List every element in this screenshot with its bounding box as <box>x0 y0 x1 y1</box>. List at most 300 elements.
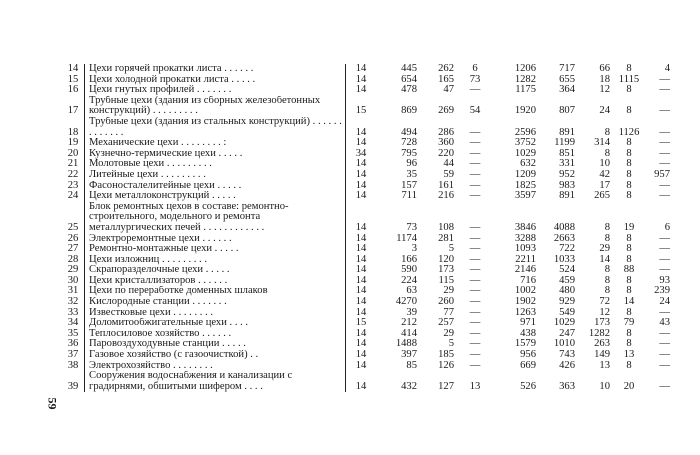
cell-col-5: 1002 <box>514 285 536 297</box>
cell-col-5: 956 <box>520 349 536 361</box>
cell-col-5: 1902 <box>514 296 536 308</box>
cell-col-5: 971 <box>520 317 536 329</box>
cell-col-4: — <box>469 190 481 202</box>
cell-col-4: — <box>469 285 481 297</box>
cell-col-7: 10 <box>599 380 610 392</box>
cell-col-7: 1282 <box>588 327 610 339</box>
row-name: Трубные цехи (здания из сборных железобетонных конструкций) . . . . . . . . . <box>85 96 346 117</box>
table-row <box>62 159 673 170</box>
cell-col-6: 2663 <box>553 232 575 244</box>
table-row <box>62 244 673 255</box>
cell-col-4: 73 <box>469 73 481 85</box>
cell-col-8: 8 <box>626 158 632 170</box>
cell-col-8: 88 <box>623 264 635 276</box>
cell-col-7: 173 <box>594 317 610 329</box>
cell-col-8: 8 <box>626 137 632 149</box>
cell-col-9: — <box>659 338 670 350</box>
cell-col-9: 24 <box>659 296 670 308</box>
cell-col-2: 445 <box>401 63 417 74</box>
cell-col-8: 8 <box>626 190 632 202</box>
cell-col-4: — <box>469 274 481 286</box>
cell-col-2: 35 <box>406 168 417 180</box>
cell-col-2: 397 <box>401 349 417 361</box>
row-number: 28 <box>67 253 79 265</box>
cell-col-4: — <box>469 158 481 170</box>
cell-col-2: 166 <box>401 253 417 265</box>
row-name: Кислородные станции . . . . . . . <box>85 297 346 308</box>
cell-col-2: 590 <box>401 264 417 276</box>
cell-col-3: 5 <box>448 338 454 350</box>
cell-col-5: 3597 <box>514 190 536 202</box>
cell-col-8: 8 <box>626 179 632 191</box>
data-table <box>62 64 674 392</box>
cell-col-3: 260 <box>438 296 454 308</box>
row-name: Цехи кристаллизаторов . . . . . . <box>85 276 346 287</box>
cell-col-8: 8 <box>626 232 632 244</box>
table-row <box>62 170 673 181</box>
cell-col-7: 149 <box>594 349 610 361</box>
cell-col-1: 14 <box>355 338 367 350</box>
cell-col-1: 14 <box>355 359 367 371</box>
row-name: Известковые цехи . . . . . . . . <box>85 308 346 319</box>
cell-col-4: — <box>469 179 481 191</box>
cell-col-4: — <box>469 296 481 308</box>
cell-col-1: 14 <box>355 221 367 233</box>
cell-col-8: 8 <box>626 243 632 255</box>
cell-col-1: 14 <box>355 327 367 339</box>
table-row <box>62 308 673 319</box>
row-name: Ремонтно-монтажные цехи . . . . . <box>85 244 346 255</box>
cell-col-6: 480 <box>559 285 575 297</box>
cell-col-6: 364 <box>559 84 575 96</box>
cell-col-6: 952 <box>559 168 575 180</box>
table-row <box>62 339 673 350</box>
cell-col-6: 1029 <box>553 317 575 329</box>
cell-col-4: — <box>469 126 481 138</box>
cell-col-9: — <box>659 190 670 202</box>
table-row <box>62 361 673 372</box>
cell-col-1: 14 <box>355 190 367 202</box>
row-number: 17 <box>67 105 79 117</box>
cell-col-2: 212 <box>401 317 417 329</box>
cell-col-9: 43 <box>659 317 670 329</box>
cell-col-2: 869 <box>401 105 417 117</box>
row-number: 19 <box>67 137 79 149</box>
cell-col-7: 8 <box>604 264 610 276</box>
cell-col-9: — <box>659 137 670 149</box>
cell-col-3: 220 <box>438 147 454 159</box>
cell-col-4: — <box>469 327 481 339</box>
cell-col-5: 1175 <box>515 84 536 96</box>
table-row <box>62 85 673 96</box>
row-name: Электрохозяйство . . . . . . . . <box>85 361 346 372</box>
row-number: 21 <box>67 158 79 170</box>
row-name: Теплосиловое хозяйство . . . . . . <box>85 329 346 340</box>
cell-col-5: 1093 <box>514 243 536 255</box>
cell-col-7: 8 <box>604 285 610 297</box>
row-number: 38 <box>67 359 79 371</box>
cell-col-2: 654 <box>401 73 417 85</box>
row-number: 39 <box>67 380 79 392</box>
cell-col-5: 526 <box>520 380 536 392</box>
cell-col-2: 39 <box>406 306 417 318</box>
row-number: 16 <box>67 84 79 96</box>
row-number: 37 <box>67 349 79 361</box>
cell-col-8: 8 <box>626 63 632 74</box>
cell-col-9: — <box>659 349 670 361</box>
cell-col-9: 4 <box>664 63 670 74</box>
cell-col-1: 14 <box>355 306 367 318</box>
cell-col-2: 414 <box>401 327 417 339</box>
row-name: Литейные цехи . . . . . . . . . <box>85 170 346 181</box>
cell-col-9: — <box>659 147 670 159</box>
cell-col-9: — <box>659 158 670 170</box>
cell-col-2: 96 <box>406 158 417 170</box>
cell-col-1: 15 <box>355 105 367 117</box>
cell-col-5: 1029 <box>514 147 536 159</box>
row-name: Цехи горячей прокатки листа . . . . . . <box>85 64 346 75</box>
cell-col-2: 711 <box>401 190 417 202</box>
cell-col-4: — <box>469 147 481 159</box>
cell-col-1: 14 <box>355 232 367 244</box>
cell-col-5: 3752 <box>514 137 536 149</box>
page-number: 59 <box>45 397 60 410</box>
cell-col-7: 10 <box>599 158 610 170</box>
cell-col-8: 8 <box>626 306 632 318</box>
cell-col-5: 716 <box>520 274 536 286</box>
cell-col-6: 983 <box>559 179 575 191</box>
cell-col-3: 127 <box>438 380 454 392</box>
cell-col-6: 1033 <box>553 253 575 265</box>
cell-col-6: 655 <box>559 73 575 85</box>
cell-col-6: 1010 <box>553 338 575 350</box>
cell-col-3: 269 <box>438 105 454 117</box>
cell-col-7: 42 <box>599 168 610 180</box>
cell-col-8: 8 <box>626 168 632 180</box>
cell-col-7: 18 <box>599 73 610 85</box>
cell-col-5: 1263 <box>514 306 536 318</box>
table-row <box>62 64 673 75</box>
cell-col-4: — <box>469 359 481 371</box>
row-number: 25 <box>67 221 79 233</box>
table-row <box>62 149 673 160</box>
cell-col-3: 47 <box>443 84 454 96</box>
cell-col-9: — <box>659 253 670 265</box>
row-name: Цехи изложниц . . . . . . . . . <box>85 255 346 266</box>
row-name: Паровоздуходувные станции . . . . . <box>85 339 346 350</box>
table-row <box>62 318 673 329</box>
cell-col-4: — <box>469 221 481 233</box>
cell-col-7: 8 <box>604 274 610 286</box>
cell-col-1: 34 <box>355 147 367 159</box>
cell-col-2: 73 <box>406 221 417 233</box>
cell-col-8: 8 <box>626 285 632 297</box>
cell-col-3: 44 <box>443 158 454 170</box>
cell-col-9: — <box>659 126 670 138</box>
cell-col-8: 13 <box>623 349 635 361</box>
cell-col-8: 1126 <box>618 126 640 138</box>
row-name: Цехи по переработке доменных шлаков <box>85 286 346 297</box>
cell-col-5: 3846 <box>514 221 536 233</box>
cell-col-9: — <box>659 306 670 318</box>
cell-col-3: 286 <box>438 126 454 138</box>
cell-col-9: — <box>659 73 670 85</box>
cell-col-6: 929 <box>559 296 575 308</box>
cell-col-9: — <box>659 264 670 276</box>
cell-col-6: 891 <box>559 126 575 138</box>
table-row <box>62 371 673 392</box>
cell-col-7: 8 <box>604 232 610 244</box>
cell-col-1: 14 <box>355 264 367 276</box>
row-number: 30 <box>67 274 79 286</box>
cell-col-7: 314 <box>594 137 610 149</box>
cell-col-4: 6 <box>472 63 478 74</box>
cell-col-8: 79 <box>623 317 635 329</box>
cell-col-3: 5 <box>448 243 454 255</box>
cell-col-5: 1282 <box>514 73 536 85</box>
row-number: 24 <box>67 190 79 202</box>
row-number: 33 <box>67 306 79 318</box>
cell-col-2: 224 <box>401 274 417 286</box>
table-row <box>62 286 673 297</box>
row-name: Газовое хозяйство (с газоочисткой) . . <box>85 350 346 361</box>
cell-col-6: 4088 <box>553 221 575 233</box>
table-row <box>62 138 673 149</box>
cell-col-6: 331 <box>559 158 575 170</box>
cell-col-6: 717 <box>559 63 575 74</box>
cell-col-3: 281 <box>438 232 454 244</box>
table-row <box>62 75 673 86</box>
cell-col-1: 14 <box>355 274 367 286</box>
cell-col-9: 239 <box>654 285 670 297</box>
cell-col-8: 8 <box>626 84 632 96</box>
cell-col-1: 14 <box>355 253 367 265</box>
cell-col-2: 3 <box>411 243 417 255</box>
table-row <box>62 191 673 202</box>
cell-col-7: 265 <box>594 190 610 202</box>
row-number: 20 <box>67 147 79 159</box>
table-row <box>62 117 673 138</box>
cell-col-5: 1825 <box>514 179 536 191</box>
table-row <box>62 265 673 276</box>
cell-col-2: 478 <box>401 84 417 96</box>
cell-col-7: 17 <box>599 179 610 191</box>
cell-col-6: 743 <box>559 349 575 361</box>
cell-col-8: 1115 <box>618 73 640 85</box>
row-name: Электроремонтные цехи . . . . . . <box>85 234 346 245</box>
table-row <box>62 181 673 192</box>
cell-col-4: — <box>469 264 481 276</box>
row-name: Молотовые цехи . . . . . . . . . <box>85 159 346 170</box>
cell-col-4: — <box>469 232 481 244</box>
cell-col-5: 2211 <box>515 253 536 265</box>
cell-col-4: — <box>469 306 481 318</box>
cell-col-1: 14 <box>355 243 367 255</box>
cell-col-8: 8 <box>626 147 632 159</box>
cell-col-1: 14 <box>355 73 367 85</box>
cell-col-6: 524 <box>559 264 575 276</box>
row-name: Сооружения водоснабжения и канализации с градирнями, обшитыми шифером . . . . <box>85 371 346 392</box>
table-row <box>62 202 673 234</box>
cell-col-9: — <box>659 232 670 244</box>
cell-col-7: 14 <box>599 253 610 265</box>
row-name: Цехи холодной прокатки листа . . . . . <box>85 75 346 86</box>
table-row <box>62 276 673 287</box>
cell-col-1: 14 <box>355 296 367 308</box>
cell-col-7: 8 <box>604 126 610 138</box>
cell-col-2: 157 <box>401 179 417 191</box>
row-number: 27 <box>67 243 79 255</box>
row-number: 35 <box>67 327 79 339</box>
cell-col-2: 63 <box>406 285 417 297</box>
row-name: Доломитообжигательные цехи . . . . <box>85 318 346 329</box>
cell-col-1: 14 <box>355 349 367 361</box>
row-name: Механические цехи . . . . . . . . : <box>85 138 346 149</box>
cell-col-1: 14 <box>355 158 367 170</box>
table-row <box>62 96 673 117</box>
cell-col-3: 29 <box>443 327 454 339</box>
cell-col-1: 14 <box>355 380 367 392</box>
cell-col-9: 6 <box>664 221 670 233</box>
cell-col-3: 108 <box>438 221 454 233</box>
cell-col-5: 1209 <box>514 168 536 180</box>
cell-col-2: 85 <box>406 359 417 371</box>
cell-col-7: 24 <box>599 105 610 117</box>
row-number: 14 <box>67 63 79 74</box>
cell-col-4: — <box>469 168 481 180</box>
cell-col-7: 8 <box>604 221 610 233</box>
cell-col-6: 459 <box>559 274 575 286</box>
row-name: Цехи гнутых профилей . . . . . . . <box>85 85 346 96</box>
row-name: Фасоносталелитейные цехи . . . . . <box>85 181 346 192</box>
cell-col-5: 2146 <box>514 264 536 276</box>
row-number: 23 <box>67 179 79 191</box>
cell-col-2: 1488 <box>395 338 417 350</box>
cell-col-2: 1174 <box>396 232 417 244</box>
cell-col-7: 12 <box>599 306 610 318</box>
cell-col-9: 93 <box>659 274 670 286</box>
cell-col-1: 14 <box>355 179 367 191</box>
cell-col-3: 120 <box>438 253 454 265</box>
cell-col-2: 432 <box>401 380 417 392</box>
cell-col-6: 722 <box>559 243 575 255</box>
cell-col-3: 115 <box>438 274 454 286</box>
cell-col-9: — <box>659 359 670 371</box>
table-row <box>62 350 673 361</box>
cell-col-8: 19 <box>623 221 635 233</box>
cell-col-4: — <box>469 349 481 361</box>
cell-col-3: 77 <box>443 306 454 318</box>
cell-col-7: 12 <box>599 84 610 96</box>
row-number: 31 <box>67 285 79 297</box>
row-name: Цехи металлоконструкций . . . . . <box>85 191 346 202</box>
cell-col-2: 728 <box>401 137 417 149</box>
cell-col-3: 262 <box>438 63 454 74</box>
cell-col-5: 1579 <box>514 338 536 350</box>
cell-col-1: 15 <box>355 317 367 329</box>
row-name: Кузнечно-термические цехи . . . . . <box>85 149 346 160</box>
cell-col-3: 360 <box>438 137 454 149</box>
cell-col-5: 3288 <box>514 232 536 244</box>
cell-col-5: 669 <box>520 359 536 371</box>
cell-col-9: — <box>659 243 670 255</box>
row-number: 34 <box>67 317 79 329</box>
cell-col-6: 1199 <box>554 137 575 149</box>
cell-col-3: 185 <box>438 349 454 361</box>
cell-col-1: 14 <box>355 137 367 149</box>
cell-col-6: 549 <box>559 306 575 318</box>
cell-col-8: 14 <box>623 296 635 308</box>
row-number: 18 <box>67 126 79 138</box>
cell-col-3: 257 <box>438 317 454 329</box>
cell-col-8: 8 <box>626 105 632 117</box>
cell-col-7: 13 <box>599 359 610 371</box>
cell-col-4: — <box>469 137 481 149</box>
cell-col-1: 14 <box>355 168 367 180</box>
cell-col-7: 263 <box>594 338 610 350</box>
cell-col-4: 54 <box>469 105 481 117</box>
cell-col-8: 8 <box>626 338 632 350</box>
cell-col-5: 2596 <box>514 126 536 138</box>
cell-col-6: 891 <box>559 190 575 202</box>
cell-col-8: 8 <box>626 274 632 286</box>
row-number: 15 <box>67 73 79 85</box>
table-row <box>62 329 673 340</box>
cell-col-9: — <box>659 380 670 392</box>
cell-col-3: 126 <box>438 359 454 371</box>
cell-col-3: 216 <box>438 190 454 202</box>
cell-col-4: 13 <box>469 380 481 392</box>
cell-col-2: 494 <box>401 126 417 138</box>
cell-col-3: 29 <box>443 285 454 297</box>
cell-col-9: — <box>659 84 670 96</box>
row-number: 36 <box>67 338 79 350</box>
row-name: Блок ремонтных цехов в составе: ремонтно-строительного, модельного и ремонта металлургических печей . . . . . . . . . . . . <box>85 202 346 234</box>
cell-col-7: 72 <box>599 296 610 308</box>
cell-col-5: 1206 <box>514 63 536 74</box>
table-row <box>62 234 673 245</box>
cell-col-6: 851 <box>559 147 575 159</box>
cell-col-6: 247 <box>559 327 575 339</box>
cell-col-3: 173 <box>438 264 454 276</box>
row-name: Скрапоразделочные цехи . . . . . <box>85 265 346 276</box>
cell-col-7: 8 <box>604 147 610 159</box>
cell-col-4: — <box>469 84 481 96</box>
cell-col-1: 14 <box>355 63 367 74</box>
cell-col-4: — <box>469 338 481 350</box>
cell-col-6: 807 <box>559 105 575 117</box>
row-number: 32 <box>67 296 79 308</box>
cell-col-9: — <box>659 327 670 339</box>
cell-col-1: 14 <box>355 126 367 138</box>
cell-col-9: 957 <box>654 168 670 180</box>
row-name: Трубные цехи (здания из стальных конструкций) . . . . . . . . . . . . . <box>85 117 346 138</box>
cell-col-3: 59 <box>443 168 454 180</box>
cell-col-8: 8 <box>626 253 632 265</box>
cell-col-9: — <box>659 179 670 191</box>
table-row <box>62 255 673 266</box>
cell-col-2: 4270 <box>395 296 417 308</box>
cell-col-4: — <box>469 243 481 255</box>
cell-col-5: 1920 <box>514 105 536 117</box>
cell-col-8: 8 <box>626 327 632 339</box>
cell-col-6: 363 <box>559 380 575 392</box>
cell-col-4: — <box>469 253 481 265</box>
cell-col-7: 29 <box>599 243 610 255</box>
cell-col-1: 14 <box>355 285 367 297</box>
cell-col-8: 8 <box>626 359 632 371</box>
row-number: 22 <box>67 168 79 180</box>
